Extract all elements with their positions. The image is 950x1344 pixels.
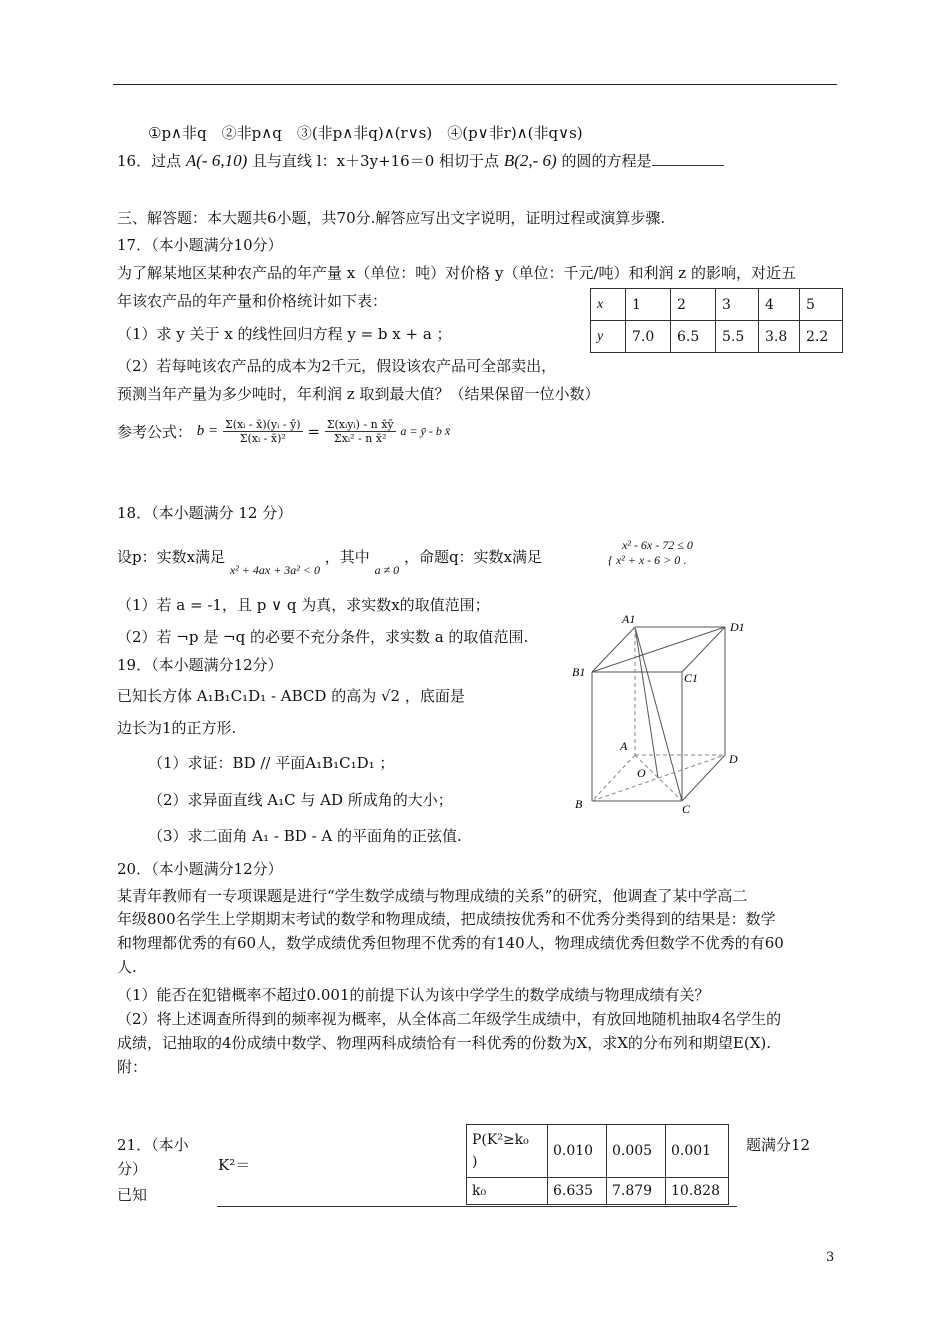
q20-p3: 和物理都优秀的有60人，数学成绩优秀但物理不优秀的有140人，物理成绩优秀但数学不优秀的有60 — [117, 934, 784, 952]
q20-p2: 年级800名学生上学期期末考试的数学和物理成绩，把成绩按优秀和不优秀分类得到的结果是：数学 — [117, 910, 776, 928]
x-cell: 4 — [759, 289, 800, 321]
q18-mid: ，其中 — [324, 548, 370, 566]
q21-line2: 分） — [117, 1160, 148, 1178]
y-cell: 6.5 — [671, 321, 716, 353]
q15-options: ①p∧非q ②非p∧q ③(非p∧非q)∧(r∨s) ④(p∨非r)∧(非q∨s) — [148, 124, 583, 142]
p-header — [467, 1125, 548, 1178]
table-row — [591, 289, 843, 321]
p-header-a: P(K²≥k₀ — [472, 1132, 529, 1148]
formula-numerator: Σ(xᵢyᵢ) - n x̄ȳ — [326, 418, 394, 431]
q18-part1: （1）若 a = -1，且 p ∨ q 为真，求实数x的取值范围； — [117, 596, 490, 614]
y-cell: 3.8 — [759, 321, 800, 353]
system-line-2: x² + x - 6 > 0 — [615, 553, 681, 567]
q16-post: 的圆的方程是 — [561, 152, 652, 170]
label-b1: B1 — [572, 665, 586, 679]
q21-line1: 21．（本小 — [117, 1136, 189, 1154]
x-label: x — [591, 289, 626, 321]
header-rule — [113, 84, 837, 85]
label-d1: D1 — [730, 620, 745, 634]
label-a1: A1 — [622, 612, 636, 626]
k0-header: k₀ — [467, 1178, 548, 1205]
x-cell: 1 — [626, 289, 671, 321]
q16-mid: 且与直线 l：x＋3y+16＝0 相切于点 — [252, 152, 500, 170]
q18-ineq: x² + 4ax + 3a² < 0 — [229, 563, 320, 577]
table-row — [591, 321, 843, 353]
q19-line2: 边长为1的正方形. — [117, 719, 237, 737]
x-cell: 5 — [800, 289, 843, 321]
q17-part1: （1）求 y 关于 x 的线性回归方程 y = b x + a ； — [117, 325, 452, 343]
q21-divider — [217, 1206, 737, 1207]
cuboid-figure — [560, 605, 790, 830]
q16-pre: 16．过点 — [117, 152, 182, 170]
q16-point-b: B(2,- 6) — [503, 151, 557, 170]
label-c1: C1 — [684, 671, 699, 685]
y-label: y — [591, 321, 626, 353]
x-cell: 2 — [671, 289, 716, 321]
q18-system: x² - 6x - 72 ≤ 0 { x² + x - 6 > 0 . — [608, 538, 693, 567]
q20-part1: （1）能否在犯错概率不超过0.001的前提下认为该中学学生的数学成绩与物理成绩有关？ — [117, 986, 710, 1004]
formula-denominator: Σ(xᵢ - x̄)² — [239, 432, 286, 445]
k0-cell: 6.635 — [548, 1178, 607, 1205]
q21-line3: 已知 — [117, 1186, 148, 1204]
p-cell: 0.005 — [607, 1125, 666, 1178]
label-o: O — [637, 766, 646, 780]
label-b: B — [575, 797, 583, 811]
q18-part2: （2）若 ¬p 是 ¬q 的必要不充分条件，求实数 a 的取值范围. — [117, 628, 529, 646]
formula-a: a = ȳ - b x̄ — [400, 424, 451, 438]
p-cell: 0.010 — [548, 1125, 607, 1178]
table-row — [467, 1178, 729, 1205]
q20-attach: 附： — [117, 1058, 148, 1076]
q17-header: 17．（本小题满分10分） — [117, 236, 283, 254]
q19-header: 19．（本小题满分12分） — [117, 656, 283, 674]
q16 — [117, 150, 724, 171]
formula-fraction-2 — [325, 418, 396, 445]
q20-p1: 某青年教师有一专项课题是进行“学生数学成绩与物理成绩的关系”的研究，他调查了某中学高二 — [117, 887, 748, 905]
formula-numerator: Σ(xᵢ - x̄)(yᵢ - ȳ) — [224, 418, 301, 431]
system-line-1: x² - 6x - 72 ≤ 0 — [622, 538, 693, 552]
q17-part2b: 预测当年产量为多少吨时，年利润 z 取到最大值？（结果保留一位小数） — [117, 385, 600, 403]
q17-formula: 参考公式： b = $\frac{\text{Σ(xᵢ - x̄)(yᵢ - ȳ)}}{\text{Σ(xᵢ - x̄)²}}$ = $\frac{\text{Σ(xᵢyᵢ) - n x̄ȳ}}{\text{Σxᵢ² - n x̄²}}$ a = ȳ - b x̄ — [117, 418, 451, 445]
q17-data-table — [590, 288, 843, 353]
x-cell: 3 — [716, 289, 759, 321]
q20-header: 20．（本小题满分12分） — [117, 860, 283, 878]
q20-p4: 人. — [117, 958, 137, 976]
q18-cond: a ≠ 0 — [374, 563, 400, 577]
formula-denominator: Σxᵢ² - n x̄² — [333, 432, 387, 445]
formula-label: 参考公式： — [117, 423, 193, 441]
q20-part2b: 成绩，记抽取的4份成绩中数学、物理两科成绩恰有一科优秀的份数为X，求X的分布列和期望E(X). — [117, 1034, 772, 1052]
page-number: 3 — [826, 1250, 835, 1265]
answer-blank — [652, 151, 724, 166]
formula-fraction-1 — [223, 418, 303, 445]
p-cell: 0.001 — [666, 1125, 729, 1178]
q16-point-a: A(- 6,10) — [185, 151, 248, 170]
label-a: A — [620, 739, 628, 753]
q18-header: 18．（本小题满分 12 分） — [117, 504, 293, 522]
table-row — [467, 1125, 729, 1178]
y-cell: 5.5 — [716, 321, 759, 353]
q17-line2: 年该农产品的年产量和价格统计如下表： — [117, 292, 388, 310]
label-c: C — [682, 802, 691, 816]
q17-part2a: （2）若每吨该农产品的成本为2千元，假设该农产品可全部卖出， — [117, 357, 557, 375]
k2-critical-table — [466, 1124, 729, 1205]
p-header-b: ) — [472, 1154, 478, 1170]
q20-part2a: （2）将上述调查所得到的频率视为概率，从全体高二年级学生成绩中，有放回地随机抽取4名学生的 — [117, 1010, 782, 1028]
y-cell: 2.2 — [800, 321, 843, 353]
y-cell: 7.0 — [626, 321, 671, 353]
k0-cell: 7.879 — [607, 1178, 666, 1205]
q17-line1: 为了解某地区某种农产品的年产量 x（单位：吨）对价格 y（单位：千元/吨）和利润 z 的影响，对近五 — [117, 264, 796, 282]
label-d: D — [729, 752, 738, 766]
q19-line1: 已知长方体 A₁B₁C₁D₁ - ABCD 的高为 √2 ，底面是 — [117, 687, 465, 705]
q19-part3: （3）求二面角 A₁ - BD - A 的平面角的正弦值. — [148, 827, 462, 845]
q18-pre: 设p：实数x满足 — [117, 548, 226, 566]
section-3-heading: 三、解答题：本大题共6小题，共70分.解答应写出文字说明，证明过程或演算步骤. — [117, 209, 666, 227]
k0-cell: 10.828 — [666, 1178, 729, 1205]
q19-part1: （1）求证：BD // 平面A₁B₁C₁D₁ ； — [148, 754, 395, 772]
k2-label: K²＝ — [218, 1156, 251, 1174]
q19-part2: （2）求异面直线 A₁C 与 AD 所成角的大小； — [148, 791, 453, 809]
q21-tail: 题满分12 — [746, 1136, 811, 1154]
q18-mid2: ，命题q：实数x满足 — [403, 548, 542, 566]
